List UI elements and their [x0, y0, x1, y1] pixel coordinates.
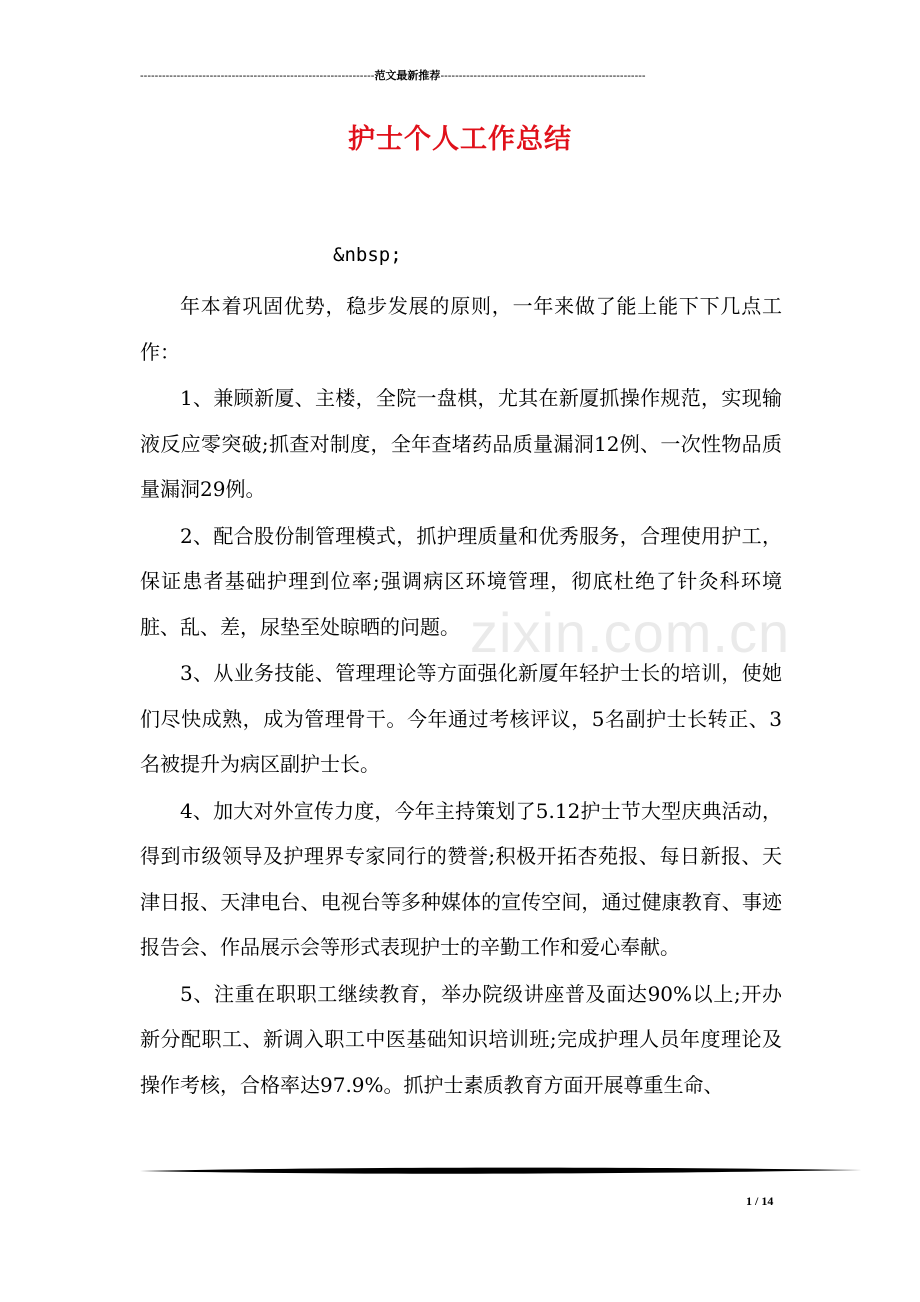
paragraph-item-4: 4、加大对外宣传力度，今年主持策划了5.12护士节大型庆典活动，得到市级领导及护理界专家同行的赞誉;积极开拓杏苑报、每日新报、天津日报、天津电台、电视台等多种媒体的宣传空间，通过健康教育、事迹报告会、作品展示会等形式表现护士的辛勤工作和爱心奉献。 — [140, 798, 782, 959]
document-body — [140, 284, 782, 1109]
document-title: 护士个人工作总结 — [348, 124, 572, 155]
watermark: zixin.com.cn — [470, 601, 791, 664]
nbsp-text: &nbsp; — [333, 244, 402, 266]
paragraph-intro: 年本着巩固优势，稳步发展的原则，一年来做了能上能下下几点工作： — [140, 294, 782, 364]
paragraph-item-5: 5、注重在职职工继续教育，举办院级讲座普及面达90%以上;开办新分配职工、新调入职工中医基础知识培训班;完成护理人员年度理论及操作考核，合格率达97.9%。抓护士素质教育方面开展尊重生命、 — [140, 981, 782, 1097]
page-header — [140, 68, 770, 84]
header-left-dashes: ---------------------------------------------------------------- — [140, 70, 375, 82]
paragraph-item-1: 1、兼顾新厦、主楼，全院一盘棋，尤其在新厦抓操作规范，实现输液反应零突破;抓查对制度，全年查堵药品质量漏洞12例、一次性物品质量漏洞29例。 — [140, 386, 782, 501]
paragraph-item-3: 3、从业务技能、管理理论等方面强化新厦年轻护士长的培训，使她们尽快成熟，成为管理骨干。今年通过考核评议，5名副护士长转正、3名被提升为病区副护士长。 — [140, 661, 782, 776]
page-number: 1 / 14 — [746, 1194, 774, 1208]
header-title: 范文最新推荐 — [374, 70, 441, 82]
paragraph-item-2: 2、配合股份制管理模式，抓护理质量和优秀服务，合理使用护工，保证患者基础护理到位率;强调病区环境管理，彻底杜绝了针灸科环境脏、乱、差，尿垫至处晾晒的问题。 — [140, 523, 782, 639]
footer-rule — [140, 1164, 862, 1178]
header-right-dashes: -------------------------------------------------------- — [440, 70, 646, 82]
